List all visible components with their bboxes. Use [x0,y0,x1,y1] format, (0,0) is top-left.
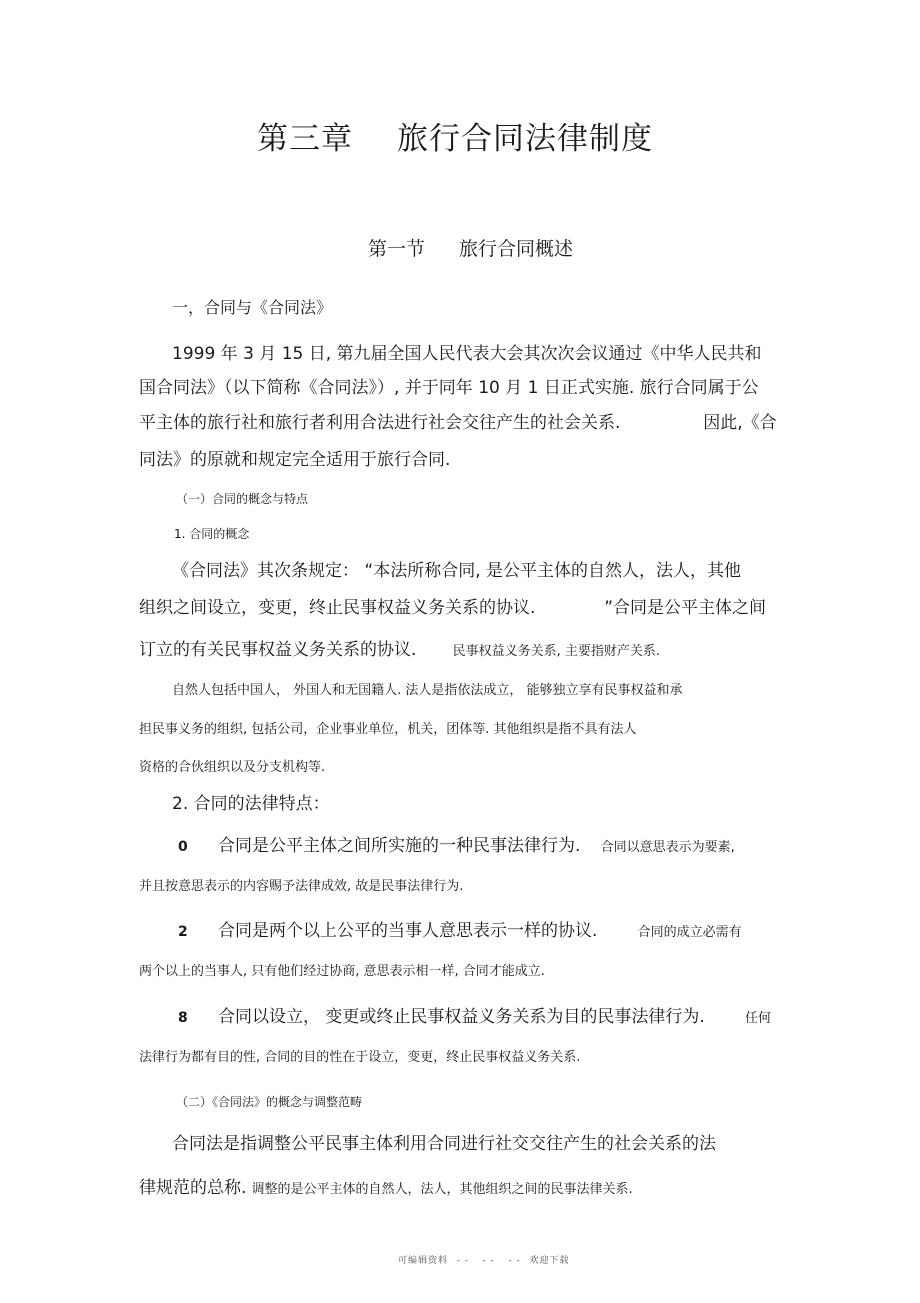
footer-separator-2: - - [482,1256,495,1266]
feature-1-note: 合同以意思表示为要素, [600,840,735,855]
footer-right: 欢迎下载 [529,1256,570,1266]
feature-1-continuation: 并且按意思表示的内容赐予法律成效, 故是民事法律行为. [139,879,464,894]
section-name: 旅行合同概述 [459,238,574,260]
concept-line-4: 自然人包括中国人， 外国人和无国籍人. 法人是指依法成立， 能够独立享有民事权益和承 [172,683,683,698]
feature-2-note: 合同的成立必需有 [637,925,742,940]
footer-separator-3: - - [508,1256,521,1266]
intro-line-3-tail: 因此,《合 [703,413,777,433]
item-1-heading: 1. 合同的概念 [174,527,250,541]
law-definition-line-1: 合同法是指调整公平民事主体利用合同进行社交交往产生的社会关系的法 [172,1134,716,1154]
feature-1 [178,838,735,855]
feature-3-main: 合同以设立， 变更或终止民事权益义务关系为目的民事法律行为. [218,1007,705,1027]
concept-line-3-main: 订立的有关民事权益义务关系的协议. [139,640,417,660]
feature-2-marker: 2 [178,924,188,940]
concept-line-1: 《合同法》其次条规定： “本法所称合同, 是公平主体的自然人，法人，其他 [172,561,742,581]
feature-3-note: 任何 [745,1011,772,1026]
concept-line-2-tail: ”合同是公平主体之间 [604,598,767,618]
intro-line-3-main: 平主体的旅行社和旅行者利用合法进行社会交往产生的社会关系. [139,413,621,433]
intro-line-1: 1999 年 3 月 15 日, 第九届全国人民代表大会其次次会议通过《中华人民共和 [172,344,762,364]
chapter-number: 第三章 [257,121,353,157]
concept-line-3 [139,642,660,659]
feature-2-main: 合同是两个以上公平的当事人意思表示一样的协议. [218,921,598,941]
concept-line-2-main: 组织之间设立，变更，终止民事权益义务关系的协议. [139,598,536,618]
feature-2 [178,923,742,940]
concept-line-6: 资格的合伙组织以及分支机构等. [139,760,326,775]
section-number: 第一节 [368,238,426,260]
sub-heading-concept: （一）合同的概念与特点 [176,492,309,506]
intro-line-4: 同法》的原就和规定完全适用于旅行合同. [139,450,451,470]
concept-line-2 [139,600,766,617]
footer-left: 可编辑资料 [398,1256,449,1266]
feature-1-marker: 0 [178,839,188,855]
feature-1-main: 合同是公平主体之间所实施的一种民事法律行为. [218,836,581,856]
page-footer [398,1257,570,1266]
concept-line-3-note: 民事权益义务关系, 主要指财产关系. [452,644,660,659]
feature-2-continuation: 两个以上的当事人, 只有他们经过协商, 意思表示相一样, 合同才能成立. [139,964,545,979]
feature-3-continuation: 法律行为都有目的性, 合同的目的性在于设立，变更，终止民事权益义务关系. [139,1050,581,1065]
sub-heading-scope: （二）《合同法》的概念与调整范畴 [176,1095,363,1109]
item-2-heading: 2. 合同的法律特点： [172,794,330,814]
section-title [368,240,573,259]
concept-line-5: 担民事义务的组织, 包括公司，企业事业单位，机关，团体等. 其他组织是指不具有法人 [139,722,637,737]
intro-line-3 [139,415,777,432]
heading-contract-law: 一，合同与《合同法》 [172,298,333,317]
intro-line-2: 国合同法》（以下简称《合同法》）, 并于同年 10 月 1 日正式实施. 旅行合同属于公 [139,378,759,398]
feature-3 [178,1009,771,1026]
chapter-name: 旅行合同法律制度 [397,121,653,157]
feature-3-marker: 8 [178,1010,188,1026]
chapter-title [257,121,653,157]
footer-separator-1: - - [456,1256,470,1266]
law-definition-line-2-main: 律规范的总称. [139,1178,247,1198]
law-definition-line-2-tail: 调整的是公平主体的自然人，法人，其他组织之间的民事法律关系. [251,1182,633,1197]
law-definition-line-2 [139,1180,633,1197]
